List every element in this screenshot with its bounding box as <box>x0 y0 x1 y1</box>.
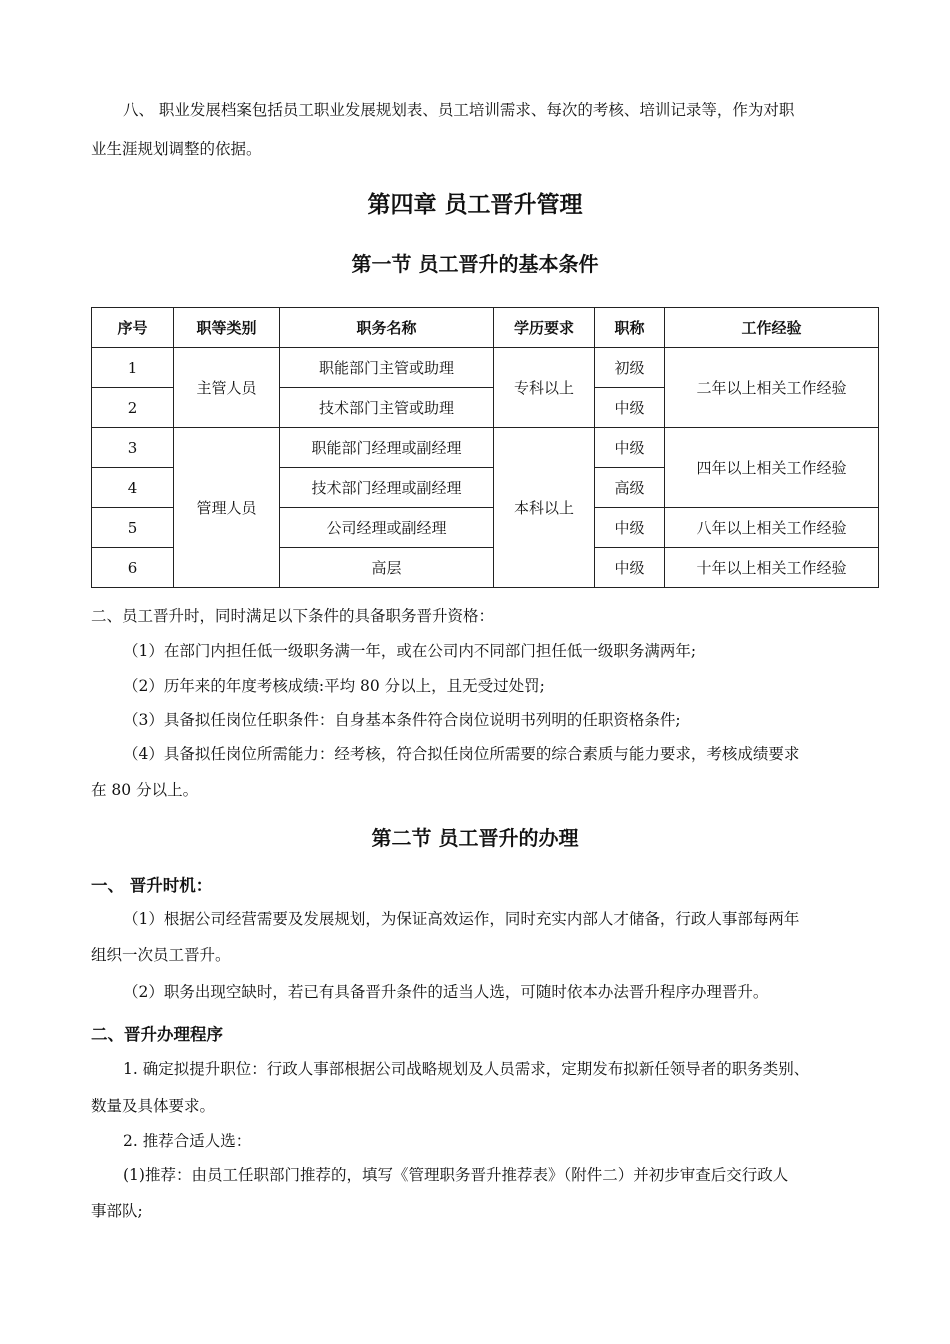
header-category: 职等类别 <box>174 308 280 348</box>
cell-title: 初级 <box>595 348 665 388</box>
header-title: 职称 <box>595 308 665 348</box>
section-2-title: 第二节 员工晋升的办理 <box>371 826 579 850</box>
cell-position: 技术部门主管或助理 <box>280 388 494 428</box>
cell-seq: 1 <box>92 348 174 388</box>
cell-position: 技术部门经理或副经理 <box>280 468 494 508</box>
table-row <box>92 348 879 388</box>
cell-category: 主管人员 <box>174 348 280 428</box>
section-1-title: 第一节 员工晋升的基本条件 <box>351 252 599 276</box>
cell-experience: 十年以上相关工作经验 <box>665 548 879 588</box>
procedure-heading: 二、晋升办理程序 <box>91 1025 223 1044</box>
timing-2: （2）职务出现空缺时，若已有具备晋升条件的适当人选，可随时依本办法晋升程序办理晋升。 <box>123 983 769 1001</box>
intro-line-1: 八、 职业发展档案包括员工职业发展规划表、员工培训需求、每次的考核、培训记录等，作为对职 <box>123 101 795 119</box>
condition-4-line-2: 在 80 分以上。 <box>91 781 199 799</box>
table-header-row <box>92 308 879 348</box>
cell-experience: 四年以上相关工作经验 <box>665 428 879 508</box>
cell-title: 中级 <box>595 508 665 548</box>
cell-seq: 5 <box>92 508 174 548</box>
header-education: 学历要求 <box>494 308 595 348</box>
condition-3: （3）具备拟任岗位任职条件：自身基本条件符合岗位说明书列明的任职资格条件; <box>123 711 681 729</box>
cell-position: 职能部门经理或副经理 <box>280 428 494 468</box>
cell-education: 专科以上 <box>494 348 595 428</box>
cell-seq: 2 <box>92 388 174 428</box>
condition-2: （2）历年来的年度考核成绩:平均 80 分以上，且无受过处罚; <box>123 677 545 695</box>
condition-4-line-1: （4）具备拟任岗位所需能力：经考核，符合拟任岗位所需要的综合素质与能力要求，考核成绩要求 <box>123 745 800 763</box>
cell-education: 本科以上 <box>494 428 595 588</box>
cell-experience: 二年以上相关工作经验 <box>665 348 879 428</box>
cell-seq: 3 <box>92 428 174 468</box>
procedure-1-line-2: 数量及具体要求。 <box>91 1097 216 1115</box>
cell-seq: 6 <box>92 548 174 588</box>
cell-title: 中级 <box>595 388 665 428</box>
header-experience: 工作经验 <box>665 308 879 348</box>
intro-line-2: 业生涯规划调整的依据。 <box>91 140 262 158</box>
conditions-intro: 二、员工晋升时，同时满足以下条件的具备职务晋升资格： <box>91 607 495 625</box>
cell-category: 管理人员 <box>174 428 280 588</box>
procedure-1-line-1: 1. 确定拟提升职位：行政人事部根据公司战略规划及人员需求，定期发布拟新任领导者的职务类别、 <box>123 1060 810 1078</box>
chapter-title: 第四章 员工晋升管理 <box>367 191 583 218</box>
procedure-2: 2. 推荐合适人选： <box>123 1132 252 1150</box>
cell-seq: 4 <box>92 468 174 508</box>
procedure-3-line-1: (1)推荐：由员工任职部门推荐的，填写《管理职务晋升推荐表》（附件二）并初步审查后交行政人 <box>123 1166 789 1184</box>
cell-title: 高级 <box>595 468 665 508</box>
cell-title: 中级 <box>595 428 665 468</box>
header-position: 职务名称 <box>280 308 494 348</box>
cell-position: 职能部门主管或助理 <box>280 348 494 388</box>
header-seq: 序号 <box>92 308 174 348</box>
timing-1-line-1: （1）根据公司经营需要及发展规划，为保证高效运作，同时充实内部人才储备，行政人事部每两年 <box>123 910 800 928</box>
table-row <box>92 428 879 468</box>
cell-title: 中级 <box>595 548 665 588</box>
cell-position: 高层 <box>280 548 494 588</box>
promotion-conditions-table <box>91 307 879 588</box>
cell-experience: 八年以上相关工作经验 <box>665 508 879 548</box>
condition-1: （1）在部门内担任低一级职务满一年，或在公司内不同部门担任低一级职务满两年; <box>123 642 697 660</box>
timing-1-line-2: 组织一次员工晋升。 <box>91 946 231 964</box>
timing-heading: 一、 晋升时机： <box>91 876 213 895</box>
procedure-3-line-2: 事部队; <box>91 1202 143 1220</box>
cell-position: 公司经理或副经理 <box>280 508 494 548</box>
